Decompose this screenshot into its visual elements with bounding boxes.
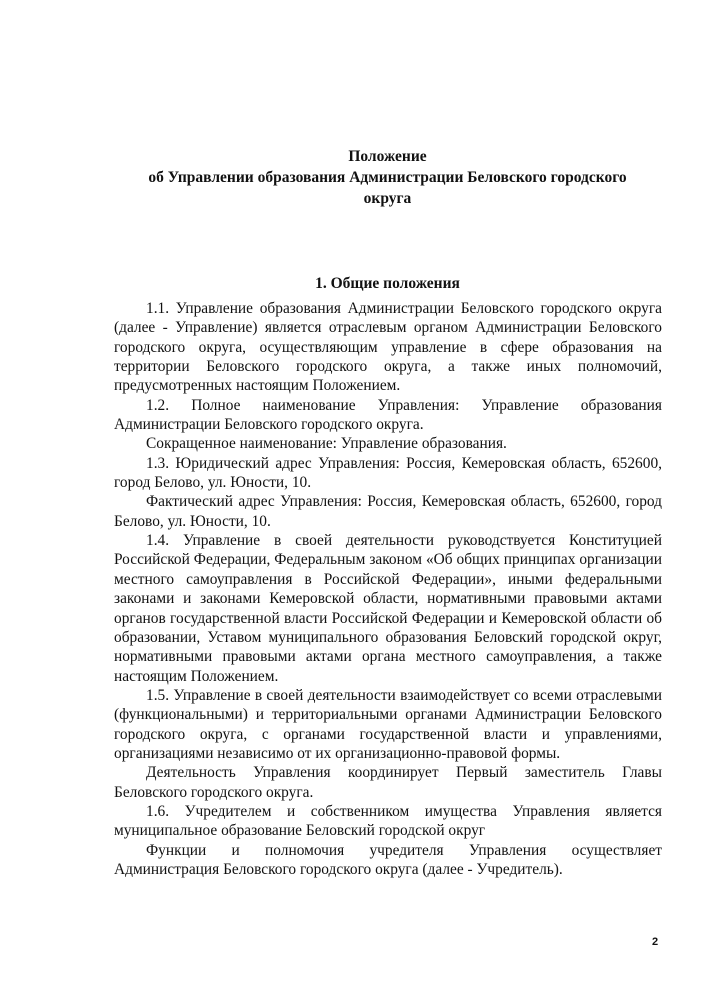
title-line-3: округа xyxy=(363,190,412,207)
paragraph-1-1: 1.1. Управление образования Администрации Беловского городского округа (далее - Управление) является отраслевым органом Администрации Беловского городского округа, осуществляющим управление в сфере образования на территории Беловского городского округа, а также иных полномочий, предусмотренных настоящим Положением. xyxy=(114,300,662,395)
paragraph-actual-address: Фактический адрес Управления: Россия, Кемеровская область, 652600, город Белово, ул. Юности, 10. xyxy=(114,493,662,530)
paragraph-1-4: 1.4. Управление в своей деятельности руководствуется Конституцией Российской Федерации, Федеральным законом «Об общих принципах организации местного самоуправления в Российской Федерации», иными федеральными законами и законами Кемеровской области, нормативными правовыми актами органов государственной власти Российской Федерации и Кемеровской области об образовании, Уставом муниципального образования Беловский городской округ, нормативными правовыми актами органа местного самоуправления, а также настоящим Положением. xyxy=(114,532,662,685)
paragraph-1-5: 1.5. Управление в своей деятельности взаимодействует со всеми отраслевыми (функциональными) и территориальными органами Администрации Беловского городского округа, с органами государственной власти и управлениями, организациями независимо от их организационно-правовой формы. xyxy=(114,686,662,762)
paragraph-founder-functions: Функции и полномочия учредителя Управления осуществляет Администрация Беловского городского округа (далее - Учредитель). xyxy=(114,841,662,878)
title-line-1: Положение xyxy=(348,148,427,165)
document-body xyxy=(114,299,662,879)
paragraph-1-3: 1.3. Юридический адрес Управления: Россия, Кемеровская область, 652600, город Белово, ул. Юности, 10. xyxy=(114,454,662,492)
title-line-2: об Управлении образования Администрации Беловского городского xyxy=(148,169,627,186)
page-number: 2 xyxy=(652,936,659,948)
paragraph-coordination: Деятельность Управления координирует Первый заместитель Главы Беловского городского округа. xyxy=(114,764,662,801)
document-title xyxy=(100,146,675,209)
paragraph-short-name: Сокращенное наименование: Управление образования. xyxy=(146,435,507,453)
section-heading: 1. Общие положения xyxy=(315,275,460,292)
paragraph-1-6: 1.6. Учредителем и собственником имущества Управления является муниципальное образование Беловский городской округ xyxy=(114,802,662,840)
paragraph-1-2: 1.2. Полное наименование Управления: Управление образования Администрации Беловского городского округа. xyxy=(114,396,662,434)
